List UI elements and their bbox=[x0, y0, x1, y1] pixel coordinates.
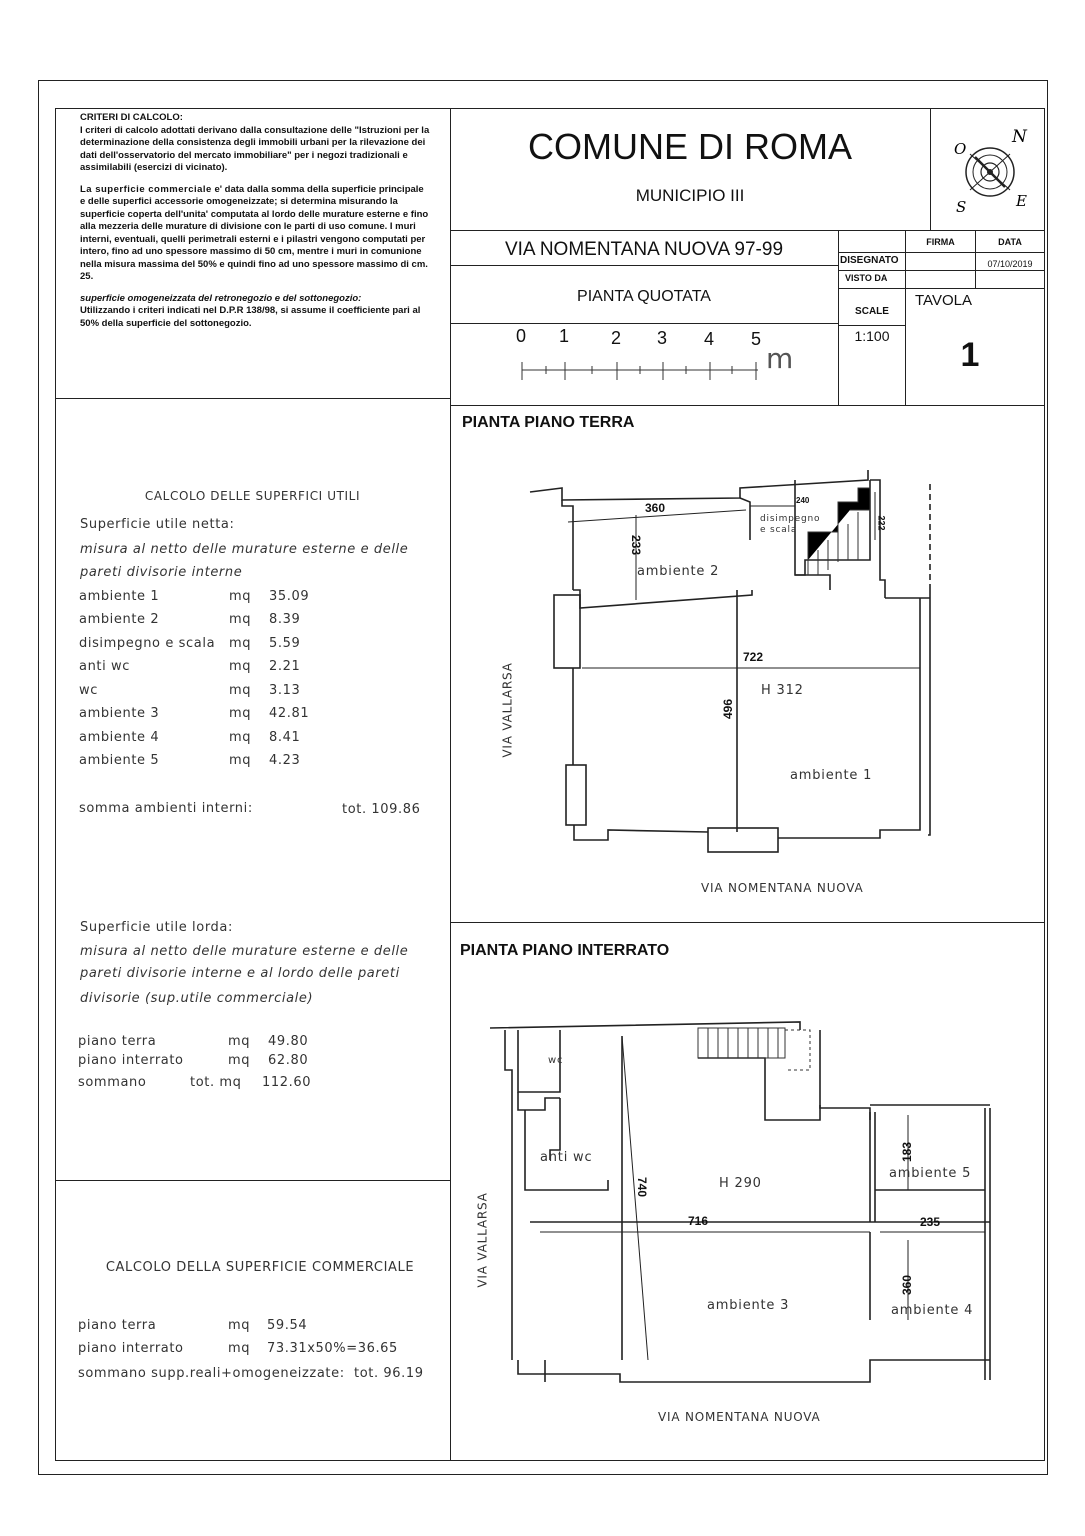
date-value: 07/10/2019 bbox=[987, 259, 1033, 269]
utili-row-value-6: 8.41 bbox=[269, 730, 301, 745]
lorda-row-name-1: piano interrato bbox=[78, 1053, 184, 1068]
netta-desc-2: pareti divisorie interne bbox=[80, 565, 243, 580]
title-sep bbox=[450, 230, 1045, 231]
somma-value: tot. 109.86 bbox=[342, 802, 421, 817]
header-bottom bbox=[450, 405, 1045, 406]
room-disimpegno-line2: e scala bbox=[760, 525, 798, 535]
scale-tick-0: 0 bbox=[516, 326, 527, 346]
ground-dim-360: 360 bbox=[645, 501, 666, 515]
utili-row-value-1: 8.39 bbox=[269, 612, 301, 627]
room-ambiente-4: ambiente 4 bbox=[891, 1303, 974, 1318]
tavola-number: 1 bbox=[960, 336, 980, 374]
comm-row-value-0: 59.54 bbox=[267, 1318, 308, 1333]
lorda-row-value-0: 49.80 bbox=[268, 1034, 309, 1049]
lorda-row-name-0: piano terra bbox=[78, 1034, 157, 1049]
basement-street-side: VIA VALLARSA bbox=[475, 1192, 490, 1288]
compass-divider bbox=[930, 108, 931, 230]
utili-row-name-0: ambiente 1 bbox=[79, 589, 160, 604]
scale-value: 1:100 bbox=[854, 328, 890, 344]
basement-floor-plan bbox=[450, 1000, 1045, 1420]
lorda-desc-3: divisorie (sup.utile commerciale) bbox=[80, 991, 314, 1006]
utili-row-unit-4: mq bbox=[229, 683, 252, 698]
ground-street-front: VIA NOMENTANA NUOVA bbox=[701, 881, 864, 895]
top-border bbox=[55, 108, 1045, 109]
comm-row-name-1: piano interrato bbox=[78, 1341, 184, 1356]
criteria-title: CRITERI DI CALCOLO: bbox=[80, 112, 183, 123]
lorda-desc-2: pareti divisorie interne e al lordo delle pareti bbox=[80, 966, 400, 981]
lorda-row-value-1: 62.80 bbox=[268, 1053, 309, 1068]
utili-row-name-5: ambiente 3 bbox=[79, 706, 160, 721]
compass-s: S bbox=[956, 198, 967, 216]
utili-row-name-1: ambiente 2 bbox=[79, 612, 160, 627]
compass-o: O bbox=[954, 140, 967, 158]
utili-row-unit-5: mq bbox=[229, 706, 252, 721]
lorda-sum-value: 112.60 bbox=[262, 1075, 312, 1090]
compass-e: E bbox=[1016, 192, 1027, 210]
basement-dim-716: 716 bbox=[688, 1214, 709, 1228]
room-ambiente-1: ambiente 1 bbox=[790, 768, 873, 783]
block-line-3 bbox=[838, 288, 1045, 289]
compass-icon bbox=[940, 118, 1038, 222]
comm-row-unit-0: mq bbox=[228, 1318, 251, 1333]
basement-dim-360: 360 bbox=[900, 1274, 915, 1296]
disegnato-label: DISEGNATO bbox=[840, 255, 899, 266]
utili-row-unit-1: mq bbox=[229, 612, 252, 627]
utili-row-unit-6: mq bbox=[229, 730, 252, 745]
lorda-label: Superficie utile lorda: bbox=[80, 920, 233, 935]
basement-plan-title: PIANTA PIANO INTERRATO bbox=[460, 942, 670, 959]
ground-dim-496: 496 bbox=[721, 698, 736, 720]
comune-title: COMUNE DI ROMA bbox=[528, 126, 852, 167]
room-ambiente-3: ambiente 3 bbox=[707, 1298, 790, 1313]
commerciale-title: CALCOLO DELLA SUPERFICIE COMMERCIALE bbox=[105, 1260, 415, 1275]
utili-row-value-3: 2.21 bbox=[269, 659, 301, 674]
room-ambiente-5: ambiente 5 bbox=[889, 1166, 972, 1181]
ground-dim-233: 233 bbox=[629, 534, 644, 556]
block-divider-2 bbox=[905, 230, 906, 405]
utili-title: CALCOLO DELLE SUPERFICI UTILI bbox=[144, 489, 361, 503]
criteria-p2-lead: La superficie commerciale bbox=[80, 183, 212, 195]
lorda-sum-label: sommano bbox=[78, 1075, 147, 1090]
block-line-1 bbox=[838, 252, 1045, 253]
basement-dim-183: 183 bbox=[900, 1141, 915, 1163]
ground-height: H 312 bbox=[761, 683, 804, 698]
left-sep-1 bbox=[55, 398, 450, 399]
utili-row-name-3: anti wc bbox=[79, 659, 131, 674]
data-label: DATA bbox=[998, 237, 1022, 247]
left-border bbox=[55, 108, 56, 1460]
lorda-sum-unit: tot. mq bbox=[190, 1075, 242, 1090]
addr-sep bbox=[450, 265, 838, 266]
visto-da-label: VISTO DA bbox=[845, 273, 888, 283]
basement-height: H 290 bbox=[719, 1176, 762, 1191]
scale-tick-1: 1 bbox=[559, 326, 570, 346]
utili-row-value-5: 42.81 bbox=[269, 706, 310, 721]
plans-sep bbox=[450, 922, 1045, 923]
criteria-p2 bbox=[80, 184, 430, 284]
criteria-p1: I criteri di calcolo adottati derivano dalla consultazione delle "Istruzioni per la determinazione della consistenza degli immobili urbani per la rilevazione dei dati dell'osservatorio del mercato immobiliare" per i negozi tradizionali e assimilabili (esercizi di vicinato). bbox=[80, 124, 430, 173]
somma-label: somma ambienti interni: bbox=[79, 801, 253, 816]
comm-sum-value: tot. 96.19 bbox=[354, 1366, 424, 1381]
room-ambiente-2: ambiente 2 bbox=[637, 564, 720, 579]
tavola-label: TAVOLA bbox=[915, 292, 972, 309]
firma-label: FIRMA bbox=[926, 237, 955, 247]
utili-row-name-4: wc bbox=[79, 683, 98, 698]
scale-label: SCALE bbox=[855, 306, 889, 317]
criteria-p3: Utilizzando i criteri indicati nel D.P.R 138/98, si assume il coefficiente pari al 50% della superficie del sottonegozio. bbox=[80, 305, 421, 329]
ground-street-side: VIA VALLARSA bbox=[500, 662, 515, 758]
utili-row-name-7: ambiente 5 bbox=[79, 753, 160, 768]
scale-unit: m bbox=[766, 342, 794, 375]
criteria-p2-body: e' data dalla somma della superficie principale e delle superfici accessorie omogeneizzate; si determina misurando la superficie coperta dell'unita' computata al lordo delle murature esterne e fino alla mezzeria delle murature di divisione con le parti di uso comune. I muri interni, eventuali, quelli perimetrali esterni e i pilastri vengono computati per intero, fino ad uno spessore massimo di 50 cm, mentre i muri in comunione nella misura massima del 50% e quindi fino ad uno spessore massimo di cm. 25. bbox=[80, 183, 429, 282]
basement-street-front: VIA NOMENTANA NUOVA bbox=[658, 1410, 821, 1424]
ground-dim-222: 222 bbox=[876, 515, 887, 531]
basement-dim-235: 235 bbox=[920, 1215, 941, 1229]
address: VIA NOMENTANA NUOVA 97-99 bbox=[504, 239, 784, 260]
room-anti-wc: anti wc bbox=[540, 1150, 593, 1165]
compass-n: N bbox=[1012, 127, 1027, 147]
lorda-row-unit-1: mq bbox=[228, 1053, 251, 1068]
comm-row-unit-1: mq bbox=[228, 1341, 251, 1356]
basement-dim-740: 740 bbox=[635, 1176, 650, 1198]
utili-row-unit-0: mq bbox=[229, 589, 252, 604]
plan-type: PIANTA QUOTATA bbox=[577, 288, 711, 305]
utili-row-value-0: 35.09 bbox=[269, 589, 310, 604]
lorda-row-unit-0: mq bbox=[228, 1034, 251, 1049]
room-disimpegno-line1: disimpegno bbox=[760, 514, 821, 524]
bottom-border bbox=[55, 1460, 1045, 1461]
room-disimpegno bbox=[760, 514, 820, 536]
utili-row-value-2: 5.59 bbox=[269, 636, 301, 651]
utili-row-unit-3: mq bbox=[229, 659, 252, 674]
scale-tick-3: 3 bbox=[657, 328, 668, 348]
comm-row-value-1: 73.31x50%=36.65 bbox=[267, 1341, 398, 1356]
ground-dim-722: 722 bbox=[743, 650, 764, 664]
ground-dim-240: 240 bbox=[796, 496, 810, 505]
criteria-p3-title: superficie omogeneizzata del retronegozio e del sottonegozio: bbox=[80, 292, 362, 304]
utili-row-unit-2: mq bbox=[229, 636, 252, 651]
ground-plan-title: PIANTA PIANO TERRA bbox=[462, 414, 635, 431]
utili-row-unit-7: mq bbox=[229, 753, 252, 768]
scale-tick-2: 2 bbox=[611, 328, 622, 348]
netta-desc-1: misura al netto delle murature esterne e delle bbox=[80, 542, 409, 557]
block-line-2 bbox=[838, 270, 1045, 271]
ground-floor-plan bbox=[450, 440, 1045, 920]
lorda-desc-1: misura al netto delle murature esterne e delle bbox=[80, 944, 409, 959]
comm-row-name-0: piano terra bbox=[78, 1318, 157, 1333]
left-sep-2 bbox=[55, 1180, 450, 1181]
utili-row-name-2: disimpegno e scala bbox=[79, 636, 216, 651]
utili-row-value-4: 3.13 bbox=[269, 683, 301, 698]
scale-tick-5: 5 bbox=[751, 329, 762, 349]
municipio: MUNICIPIO III bbox=[635, 186, 745, 205]
netta-label: Superficie utile netta: bbox=[80, 517, 235, 532]
utili-row-value-7: 4.23 bbox=[269, 753, 301, 768]
room-wc: wc bbox=[548, 1055, 564, 1066]
block-divider-1 bbox=[838, 230, 839, 405]
criteria-block bbox=[80, 112, 430, 330]
block-line-4 bbox=[838, 325, 905, 326]
utili-row-name-6: ambiente 4 bbox=[79, 730, 160, 745]
scale-tick-4: 4 bbox=[704, 329, 715, 349]
comm-sum-label: sommano supp.reali+omogeneizzate: bbox=[78, 1366, 345, 1381]
